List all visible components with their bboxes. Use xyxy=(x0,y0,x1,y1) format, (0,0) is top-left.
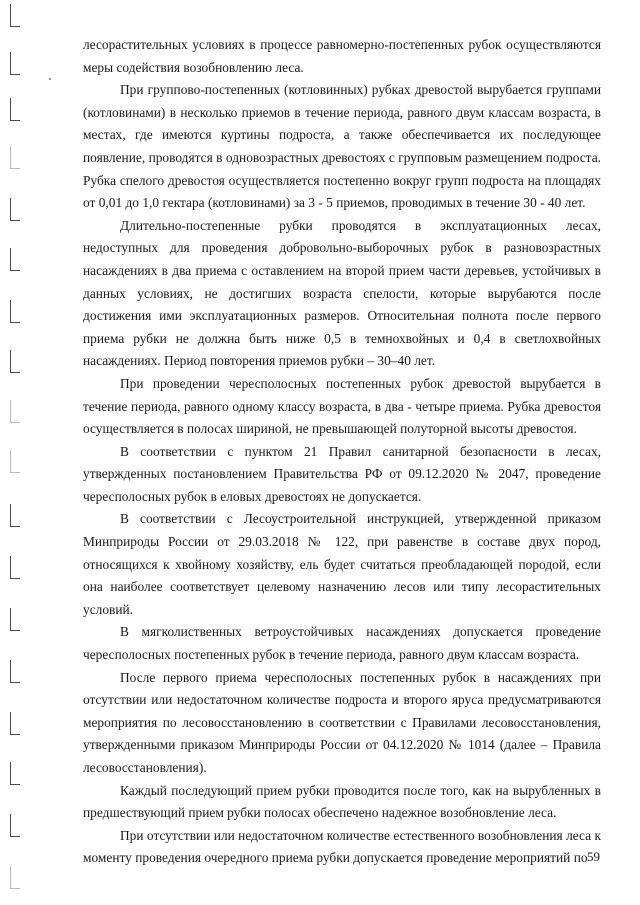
margin-mark xyxy=(10,146,20,169)
paragraph: Длительно-постепенные рубки проводятся в эксплуатационных лесах, недоступных для проведения добровольно-выборочных рубок в разновозрастных насаждениях в два приема с оставлением на второй прием части деревьев, устойчивых в данных условиях, не достигших возраста спелости, которые вырубаются после достижения ими эксплуатационных размеров. Относительная полнота после первого приема рубки не должна быть ниже 0,5 в темнохвойных и 0,4 в светлохвойных насаждениях. Период повторения приемов рубки – 30–40 лет. xyxy=(83,217,601,369)
margin-mark xyxy=(10,866,20,889)
body-text xyxy=(83,34,601,870)
scan-speck xyxy=(49,78,51,80)
paragraph: В мягколиственных ветроустойчивых насаждениях допускается проведение чересполосных постепенных рубок в течение периода, равного двум классам возраста. xyxy=(83,624,601,663)
paragraph: В соответствии с Лесоустроительной инструкцией, утвержденной приказом Минприроды России от 29.03.2018 № 122, при равенстве в составе двух пород, относящихся к хвойному хозяйству, ель будет считаться преобладающей породой, если она наиболее соответствует целевому назначению лесов или типу лесорастительных условий. xyxy=(83,511,601,617)
margin-mark xyxy=(10,762,20,785)
paragraph: В соответствии с пунктом 21 Правил санитарной безопасности в лесах, утвержденных постановлением Правительства РФ от 09.12.2020 № 2047, проведение чересполосных рубок в еловых древостоях не допускается. xyxy=(83,443,601,504)
margin-mark xyxy=(10,350,20,373)
margin-mark xyxy=(10,504,20,527)
margin-mark xyxy=(10,248,20,271)
margin-mark xyxy=(10,52,20,75)
margin-mark xyxy=(10,556,20,579)
margin-mark xyxy=(10,198,20,221)
margin-mark xyxy=(10,4,20,27)
paragraph: При отсутствии или недостаточном количестве естественного возобновления леса к моменту проведения очередного приема рубки допускается проведение мероприятий по xyxy=(83,827,601,866)
paragraph: После первого приема чересполосных постепенных рубок в насаждениях при отсутствии или недостаточном количестве подроста и второго яруса предусматриваются мероприятия по лесовосстановлению в соответствии с Правилами лесовосстановления, утвержденными приказом Минприроды России от 04.12.2020 № 1014 (далее – Правила лесовосстановления). xyxy=(83,669,601,775)
paragraph: При проведении чересполосных постепенных рубок древостой вырубается в течение периода, равного одному классу возраста, в два - четыре приема. Рубка древостоя осуществляется в полосах шириной, не превышающей полуторной высоты древостоя. xyxy=(83,375,601,437)
page-number: 59 xyxy=(587,849,600,864)
margin-mark xyxy=(10,98,20,121)
binder-margin-marks xyxy=(0,0,30,905)
paragraph: При группово-постепенных (котловинных) рубках древостой вырубается группами (котловинами) в несколько приемов в течение периода, равного двум классам возраста, в местах, где имеются куртины подроста, а также обеспечивается их последующее появление, проводятся в одновозрастных древостоях с групповым размещением подроста. Рубка спелого древостоя осуществляется постепенно вокруг групп подроста на площадях от 0,01 до 1,0 гектара (котловинами) за 3 - 5 приемов, проводимых в течение 30 - 40 лет. xyxy=(83,82,601,211)
margin-mark xyxy=(10,814,20,837)
margin-mark xyxy=(10,712,20,735)
paragraph: лесорастительных условиях в процессе равномерно-постепенных рубок осуществляются меры содействия возобновлению леса. xyxy=(83,37,601,75)
paragraph: Каждый последующий прием рубки проводится после того, как на вырубленных в предшествующий прием рубки полосах обеспечено надежное возобновление леса. xyxy=(83,782,601,821)
margin-mark xyxy=(10,400,20,423)
margin-mark xyxy=(10,450,20,473)
margin-mark xyxy=(10,300,20,323)
margin-mark xyxy=(10,660,20,683)
margin-mark xyxy=(10,608,20,631)
